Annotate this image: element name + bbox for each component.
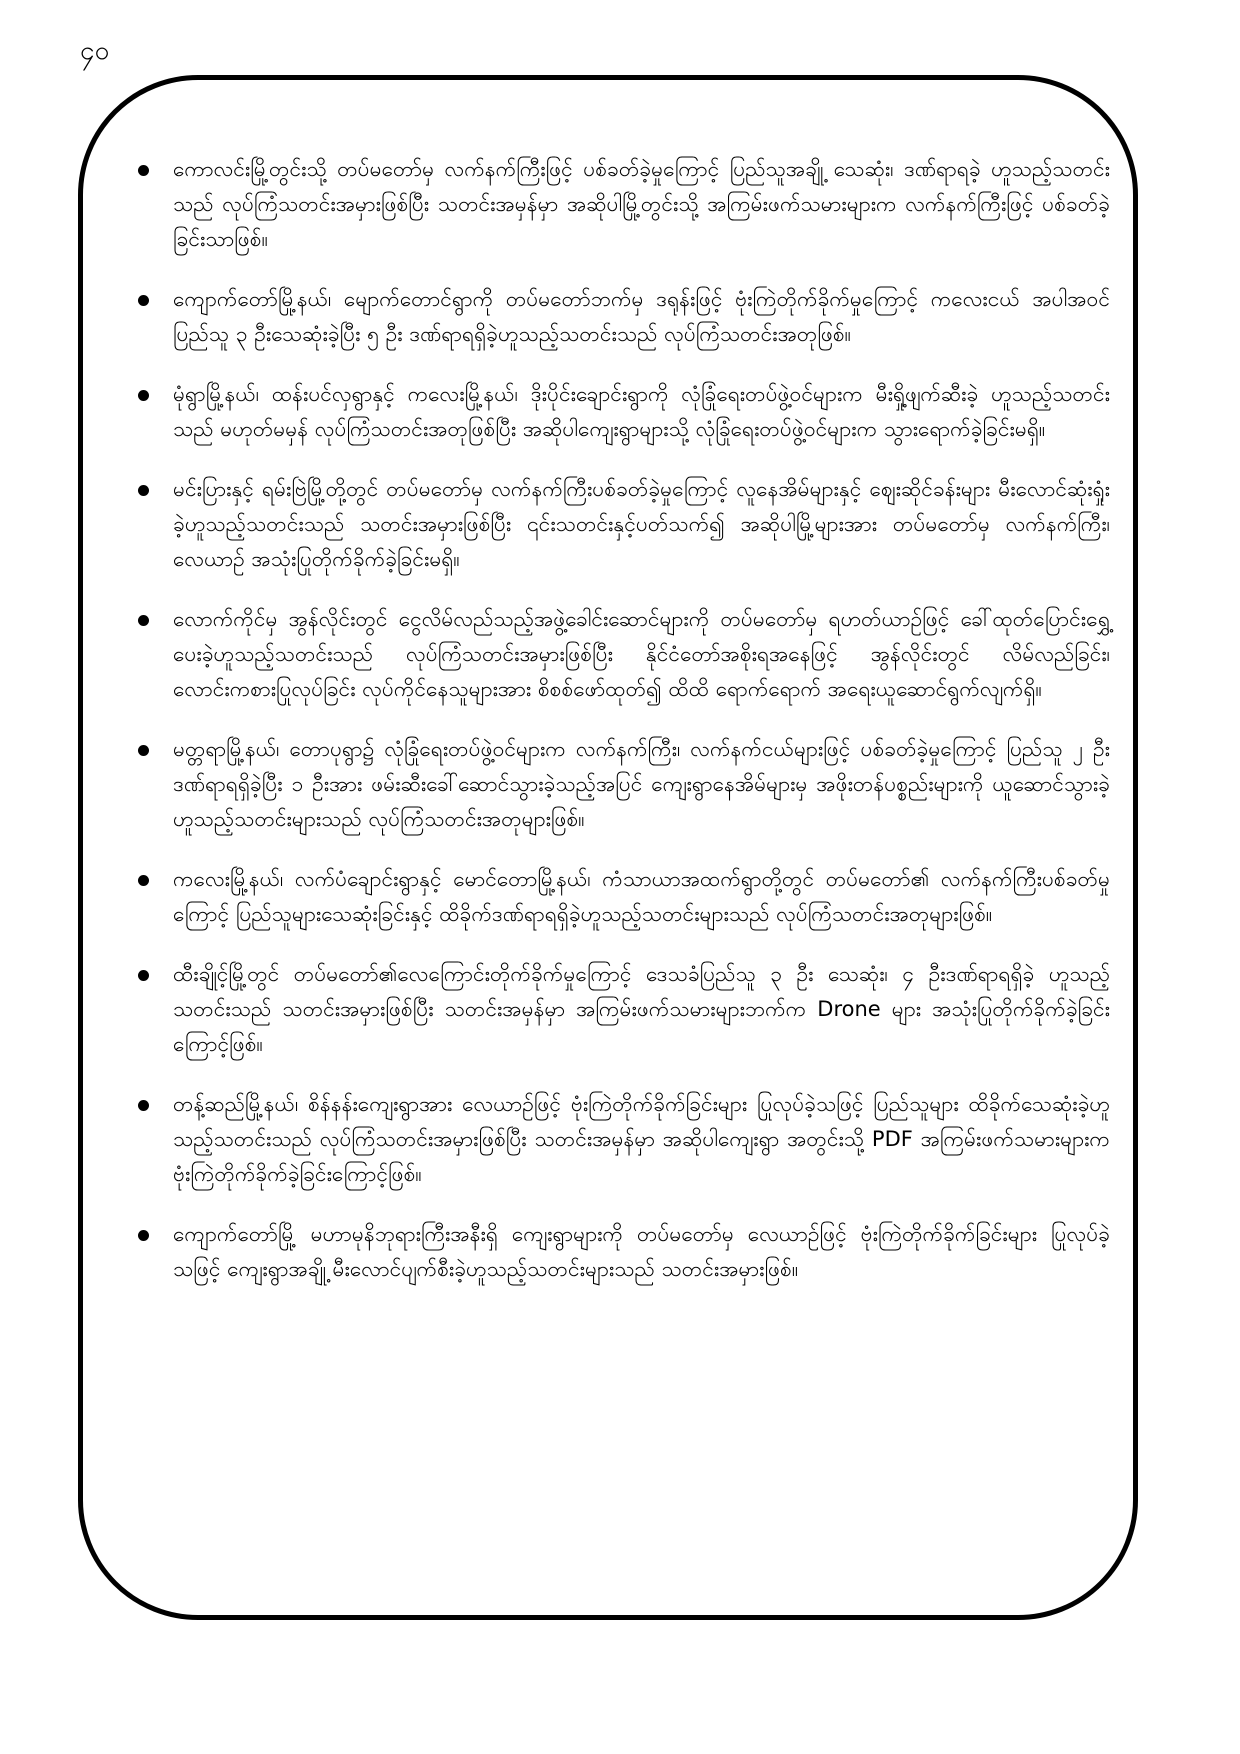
list-item: [135, 1087, 1110, 1192]
list-item: [135, 152, 1110, 257]
list-item: [135, 862, 1110, 932]
page-number: ၄၀: [80, 36, 110, 66]
news-bullet-list: [135, 152, 1110, 1312]
list-item-text: ထီးချိုင့်မြို့တွင် တပ်မတော်၏လေကြောင်းတိုက်ခိုက်မှုကြောင့် ဒေသခံပြည်သူ ၃ ဦး သေဆုံး၊ ၄ ဦးဒဏ်ရာရရှိခဲ့ ဟူသည့် သတင်းသည် သတင်းအမှားဖြစ်ပြီး သတင်းအမှန်မှာ အကြမ်းဖက်သမားများဘက်က Drone များ အသုံးပြုတိုက်ခိုက်ခဲ့ခြင်းကြောင့်ဖြစ်။: [173, 962, 1110, 1056]
list-item-text: ကျောက်တော်မြို့ မဟာမုနိဘုရားကြီးအနီးရှိ ကျေးရွာများကို တပ်မတော်မှ လေယာဉ်ဖြင့် ဗုံးကြဲတိုက်ခိုက်ခြင်းများ ပြုလုပ်ခဲ့သဖြင့် ကျေးရွာအချို့ မီးလောင်ပျက်စီးခဲ့ဟူသည့်သတင်းများသည် သတင်းအမှားဖြစ်။: [173, 1222, 1110, 1281]
bullet-icon: [138, 1230, 149, 1241]
list-item: [135, 602, 1110, 707]
bullet-icon: [138, 295, 149, 306]
list-item: [135, 472, 1110, 577]
list-item: [135, 282, 1110, 352]
list-item: [135, 732, 1110, 837]
bullet-icon: [138, 165, 149, 176]
list-item-text: ကျောက်တော်မြို့နယ်၊ မျောက်တောင်ရွာကို တပ်မတော်ဘက်မှ ဒရုန်းဖြင့် ဗုံးကြဲတိုက်ခိုက်မှုကြောင့် ကလေးငယ် အပါအဝင် ပြည်သူ ၃ ဦးသေဆုံးခဲ့ပြီး ၅ ဦး ဒဏ်ရာရရှိခဲ့ဟူသည့်သတင်းသည် လုပ်ကြံသတင်းအတုဖြစ်။: [173, 287, 1110, 346]
list-item-text: ကောလင်းမြို့တွင်းသို့ တပ်မတော်မှ လက်နက်ကြီးဖြင့် ပစ်ခတ်ခဲ့မှုကြောင့် ပြည်သူအချို့ သေဆုံး၊ ဒဏ်ရာရခဲ့ ဟူသည့်သတင်းသည် လုပ်ကြံသတင်းအမှားဖြစ်ပြီး သတင်းအမှန်မှာ အဆိုပါမြို့တွင်းသို့ အကြမ်းဖက်သမားများက လက်နက်ကြီးဖြင့် ပစ်ခတ်ခဲ့ခြင်းသာဖြစ်။: [173, 157, 1110, 251]
bullet-icon: [138, 615, 149, 626]
list-item-text: မုံရွာမြို့နယ်၊ ထန်းပင်လှရွာနှင့် ကလေးမြို့နယ်၊ ဒိုးပိုင်းချောင်းရွာကို လုံခြုံရေးတပ်ဖွဲ့ဝင်များက မီးရှို့ဖျက်ဆီးခဲ့ ဟူသည့်သတင်းသည် မဟုတ်မမှန် လုပ်ကြံသတင်းအတုဖြစ်ပြီး အဆိုပါကျေးရွာများသို့ လုံခြုံရေးတပ်ဖွဲ့ဝင်များက သွားရောက်ခဲ့ခြင်းမရှိ။: [173, 382, 1110, 441]
list-item-text: မတ္တရာမြို့နယ်၊ တောပုရွာ၌ လုံခြုံရေးတပ်ဖွဲ့ဝင်များက လက်နက်ကြီး၊ လက်နက်ငယ်များဖြင့် ပစ်ခတ်ခဲ့မှုကြောင့် ပြည်သူ ၂ ဦးဒဏ်ရာရရှိခဲ့ပြီး ၁ ဦးအား ဖမ်းဆီးခေါ်ဆောင်သွားခဲ့သည့်အပြင် ကျေးရွာနေအိမ်များမှ အဖိုးတန်ပစ္စည်းများကို ယူဆောင်သွားခဲ့ဟူသည့်သတင်းများသည် လုပ်ကြံသတင်းအတုများဖြစ်။: [173, 737, 1110, 831]
bullet-icon: [138, 485, 149, 496]
list-item-text: မင်းပြားနှင့် ရမ်းဗြဲမြို့တို့တွင် တပ်မတော်မှ လက်နက်ကြီးပစ်ခတ်ခဲ့မှုကြောင့် လူနေအိမ်များနှင့် ဈေးဆိုင်ခန်းများ မီးလောင်ဆုံးရှုံးခဲ့ဟူသည့်သတင်းသည် သတင်းအမှားဖြစ်ပြီး ၎င်းသတင်းနှင့်ပတ်သက်၍ အဆိုပါမြို့များအား တပ်မတော်မှ လက်နက်ကြီး၊ လေယာဉ် အသုံးပြုတိုက်ခိုက်ခဲ့ခြင်းမရှိ။: [173, 477, 1110, 571]
list-item-text: တန့်ဆည်မြို့နယ်၊ စိန်နန်းကျေးရွာအား လေယာဉ်ဖြင့် ဗုံးကြဲတိုက်ခိုက်ခြင်းများ ပြုလုပ်ခဲ့သဖြင့် ပြည်သူများ ထိခိုက်သေဆုံးခဲ့ဟူသည့်သတင်းသည် လုပ်ကြံသတင်းအမှားဖြစ်ပြီး သတင်းအမှန်မှာ အဆိုပါကျေးရွာ အတွင်းသို့ PDF အကြမ်းဖက်သမားများက ဗုံးကြဲတိုက်ခိုက်ခဲ့ခြင်းကြောင့်ဖြစ်။: [173, 1092, 1110, 1186]
bullet-icon: [138, 1100, 149, 1111]
bullet-icon: [138, 745, 149, 756]
list-item: [135, 1217, 1110, 1287]
list-item: [135, 377, 1110, 447]
bullet-icon: [138, 875, 149, 886]
list-item-text: ကလေးမြို့နယ်၊ လက်ပံချောင်းရွာနှင့် မောင်တောမြို့နယ်၊ ကံသာယာအထက်ရွာတို့တွင် တပ်မတော်၏ လက်နက်ကြီးပစ်ခတ်မှုကြောင့် ပြည်သူများသေဆုံးခြင်းနှင့် ထိခိုက်ဒဏ်ရာရရှိခဲ့ဟူသည့်သတင်းများသည် လုပ်ကြံသတင်းအတုများဖြစ်။: [173, 867, 1110, 926]
list-item: [135, 957, 1110, 1062]
bullet-icon: [138, 390, 149, 401]
bullet-icon: [138, 970, 149, 981]
list-item-text: လောက်ကိုင်မှ အွန်လိုင်းတွင် ငွေလိမ်လည်သည့်အဖွဲ့ခေါင်းဆောင်များကို တပ်မတော်မှ ရဟတ်ယာဉ်ဖြင့် ခေါ်ထုတ်ပြောင်းရွှေ့ပေးခဲ့ဟူသည့်သတင်းသည် လုပ်ကြံသတင်းအမှားဖြစ်ပြီး နိုင်ငံတော်အစိုးရအနေဖြင့် အွန်လိုင်းတွင် လိမ်လည်ခြင်း၊ လောင်းကစားပြုလုပ်ခြင်း လုပ်ကိုင်နေသူများအား စိစစ်ဖော်ထုတ်၍ ထိထိ ရောက်ရောက် အရေးယူဆောင်ရွက်လျက်ရှိ။: [173, 607, 1110, 701]
